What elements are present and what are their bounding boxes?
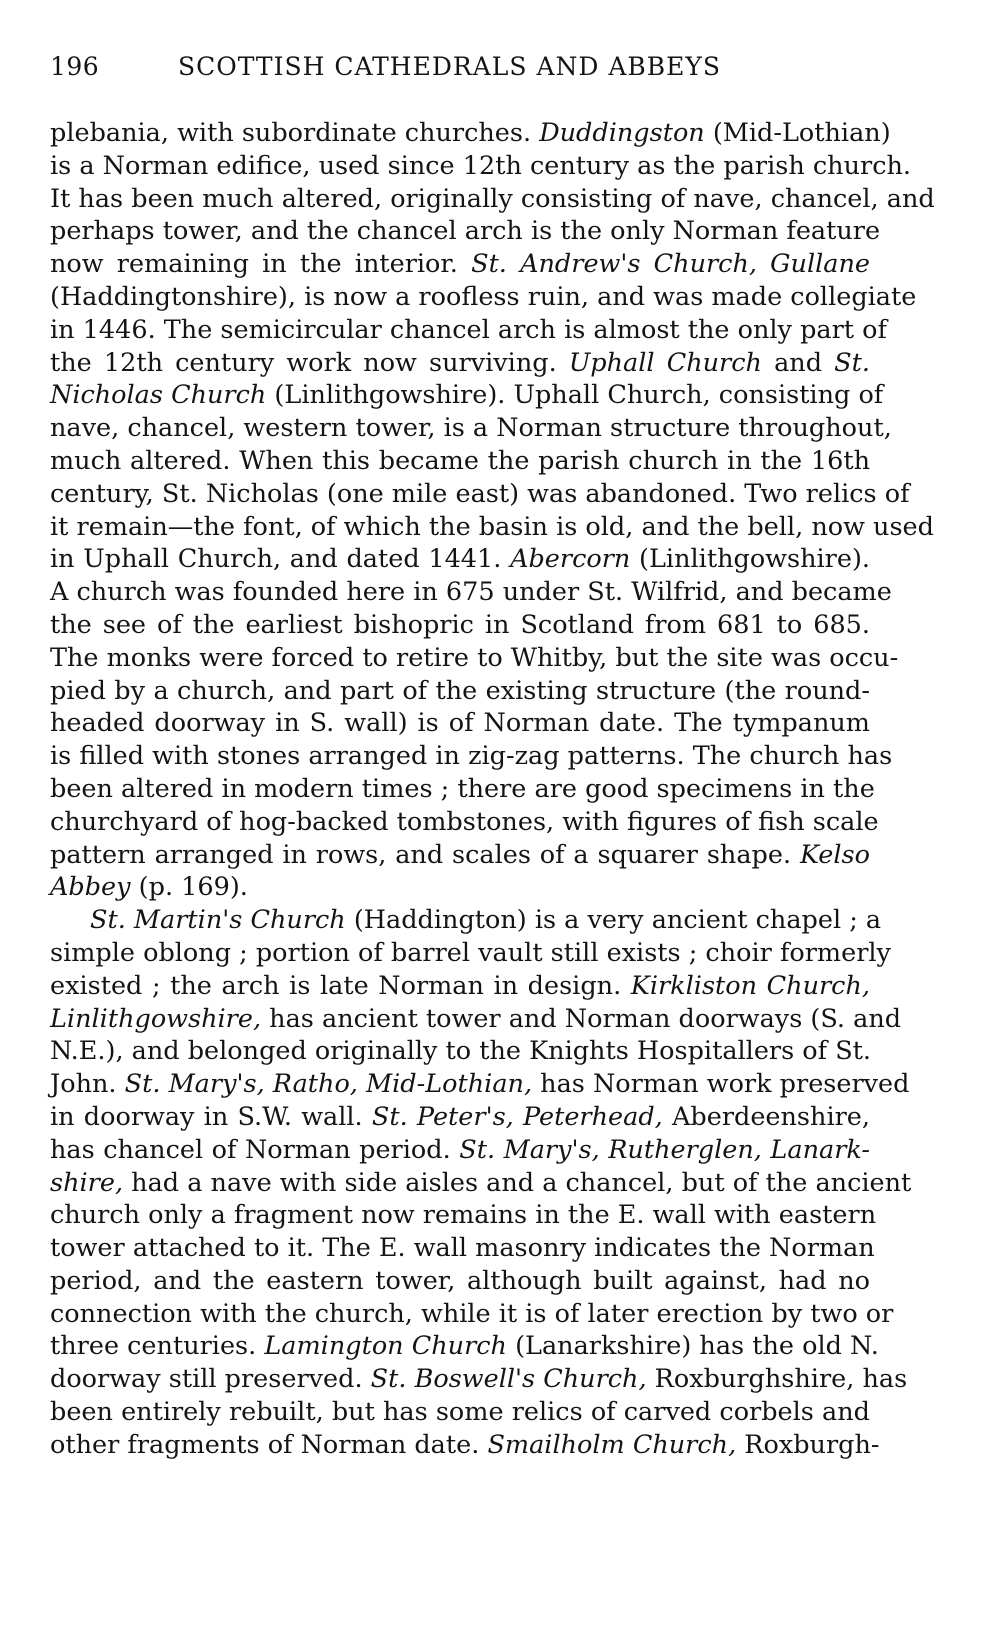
running-title: SCOTTISH CATHEDRALS AND ABBEYS	[178, 52, 722, 81]
text-run: pattern arranged in rows, and scales of a squarer shape.	[50, 839, 800, 870]
text-line	[50, 379, 884, 412]
italic-text: Kirkliston Church,	[630, 970, 870, 1001]
text-line	[50, 215, 881, 248]
text-line	[50, 1429, 880, 1462]
text-line	[50, 1199, 877, 1232]
italic-text: shire,	[50, 1167, 124, 1198]
text-run: existed ; the arch is late Norman in design.	[50, 970, 631, 1001]
text-run: had a nave with side aisles and a chancel, but of the ancient	[123, 1167, 912, 1198]
text-line	[50, 445, 870, 478]
text-line	[50, 839, 870, 872]
text-run: the 12th century work now surviving.	[50, 347, 569, 378]
text-line	[50, 1101, 870, 1134]
text-run: perhaps tower, and the chancel arch is the only Norman feature	[50, 216, 881, 247]
text-run: other fragments of Norman date.	[50, 1429, 488, 1460]
text-run: been entirely rebuilt, but has some relics of carved corbels and	[50, 1397, 870, 1428]
text-line	[50, 314, 887, 347]
text-run: tower attached to it. The E. wall masonry indicates the Norman	[50, 1233, 875, 1264]
text-run: much altered. When this became the parish church in the 16th	[50, 445, 870, 476]
italic-text: St.	[834, 347, 870, 378]
italic-text: Abercorn	[510, 544, 631, 575]
italic-text: Nicholas Church	[50, 380, 267, 411]
text-line	[50, 1330, 879, 1363]
text-run: pied by a church, and part of the existing structure (the round-	[50, 675, 870, 706]
text-run: is a Norman edifice, used since 12th century as the parish church.	[50, 150, 912, 181]
text-line	[50, 707, 870, 740]
text-line	[50, 675, 870, 708]
text-line	[50, 117, 891, 150]
text-line	[50, 150, 912, 183]
text-line	[50, 1232, 875, 1265]
text-run: (Linlithgowshire).	[630, 544, 870, 575]
text-line	[50, 1068, 910, 1101]
page-number: 196	[50, 52, 100, 81]
text-run: N.E.), and belonged originally to the Knights Hospitallers of St.	[50, 1036, 872, 1067]
text-line	[50, 609, 870, 642]
text-run: (Lanarkshire) has the old N.	[506, 1331, 879, 1362]
text-line	[50, 904, 882, 937]
text-line	[50, 937, 891, 970]
text-line	[50, 1265, 870, 1298]
text-run: (Mid-Lothian)	[704, 118, 891, 148]
text-run: been altered in modern times ; there are good specimens in the	[50, 773, 875, 804]
text-run: (Linlithgowshire). Uphall Church, consisting of	[266, 380, 884, 411]
text-run: The monks were forced to retire to Whitby, but the site was occu-	[50, 642, 899, 673]
text-line	[50, 871, 870, 904]
text-run: (Haddingtonshire), is now a roofless ruin, and was made collegiate	[50, 281, 917, 312]
text-run: has Norman work preserved	[532, 1069, 910, 1100]
body-text	[50, 117, 935, 1462]
text-run: It has been much altered, originally consisting of nave, chancel, and	[50, 183, 935, 214]
italic-text: Uphall Church	[568, 347, 762, 378]
text-run: three centuries.	[50, 1331, 265, 1362]
italic-text: Smailholm Church,	[487, 1429, 737, 1460]
text-run: A church was founded here in 675 under St. Wilfrid, and became	[50, 577, 892, 608]
text-line	[50, 1298, 894, 1331]
text-run: now remaining in the interior.	[50, 249, 472, 280]
text-run: the see of the earliest bishopric in Scotland from 681 to 685.	[50, 609, 870, 640]
text-run: has chancel of Norman period.	[50, 1134, 460, 1165]
italic-text: Lamington Church	[264, 1331, 507, 1362]
text-run: (p. 169).	[130, 872, 248, 903]
text-run: John.	[50, 1069, 125, 1100]
text-run: church only a fragment now remains in the E. wall with eastern	[50, 1200, 877, 1231]
text-run: in 1446. The semicircular chancel arch is almost the only part of	[50, 314, 887, 345]
text-line	[50, 248, 870, 281]
text-run: is filled with stones arranged in zig-zag patterns. The church has	[50, 741, 893, 772]
text-run: (Haddington) is a very ancient chapel ; a	[345, 905, 882, 936]
text-line	[50, 281, 917, 314]
italic-text: St. Andrew's Church, Gullane	[471, 249, 870, 280]
italic-text: St. Martin's Church	[90, 905, 346, 936]
text-line	[50, 1167, 912, 1200]
italic-text: Linlithgowshire,	[50, 1003, 262, 1034]
text-run: and	[761, 347, 835, 378]
text-line	[50, 183, 935, 216]
text-line	[50, 1134, 870, 1167]
italic-text: Kelso	[799, 839, 870, 870]
text-line	[50, 511, 934, 544]
italic-text: St. Mary's, Rutherglen, Lanark-	[459, 1134, 871, 1165]
page-header	[50, 52, 920, 88]
italic-text: Abbey	[50, 872, 131, 903]
text-line	[50, 478, 910, 511]
italic-text: St. Peter's, Peterhead,	[371, 1101, 663, 1132]
text-run: simple oblong ; portion of barrel vault still exists ; choir formerly	[50, 937, 891, 968]
text-line	[50, 740, 893, 773]
text-line	[50, 1396, 870, 1429]
text-run: Roxburgh-	[736, 1429, 880, 1460]
text-run: in doorway in S.W. wall.	[50, 1101, 372, 1132]
text-run: has ancient tower and Norman doorways (S. and	[261, 1003, 902, 1034]
italic-text: Duddingston	[539, 118, 705, 148]
text-run: in Uphall Church, and dated 1441.	[50, 544, 511, 575]
text-line	[50, 347, 870, 380]
text-line	[50, 1363, 908, 1396]
text-run: nave, chancel, western tower, is a Norman structure throughout,	[50, 413, 892, 444]
text-line	[50, 412, 892, 445]
text-run: churchyard of hog-backed tombstones, with figures of fish scale	[50, 806, 879, 837]
text-run: period, and the eastern tower, although built against, had no	[50, 1265, 870, 1296]
text-run: plebania, with subordinate churches.	[50, 118, 540, 148]
text-run: century, St. Nicholas (one mile east) was abandoned. Two relics of	[50, 478, 910, 509]
text-line	[50, 806, 879, 839]
text-run: it remain—the font, of which the basin is old, and the bell, now used	[50, 511, 934, 542]
text-run: connection with the church, while it is of later erection by two or	[50, 1298, 894, 1329]
text-line	[50, 1035, 870, 1068]
italic-text: St. Mary's, Ratho, Mid-Lothian,	[124, 1069, 533, 1100]
italic-text: St. Boswell's Church,	[370, 1364, 647, 1395]
text-line	[50, 642, 899, 675]
text-run: doorway still preserved.	[50, 1364, 371, 1395]
text-run: Aberdeenshire,	[662, 1101, 870, 1132]
text-line	[50, 543, 870, 576]
text-run: headed doorway in S. wall) is of Norman date. The tympanum	[50, 708, 870, 739]
text-line	[50, 1003, 902, 1036]
text-line	[50, 970, 870, 1003]
text-line	[50, 576, 892, 609]
text-run: Roxburghshire, has	[646, 1364, 908, 1395]
text-line	[50, 773, 875, 806]
